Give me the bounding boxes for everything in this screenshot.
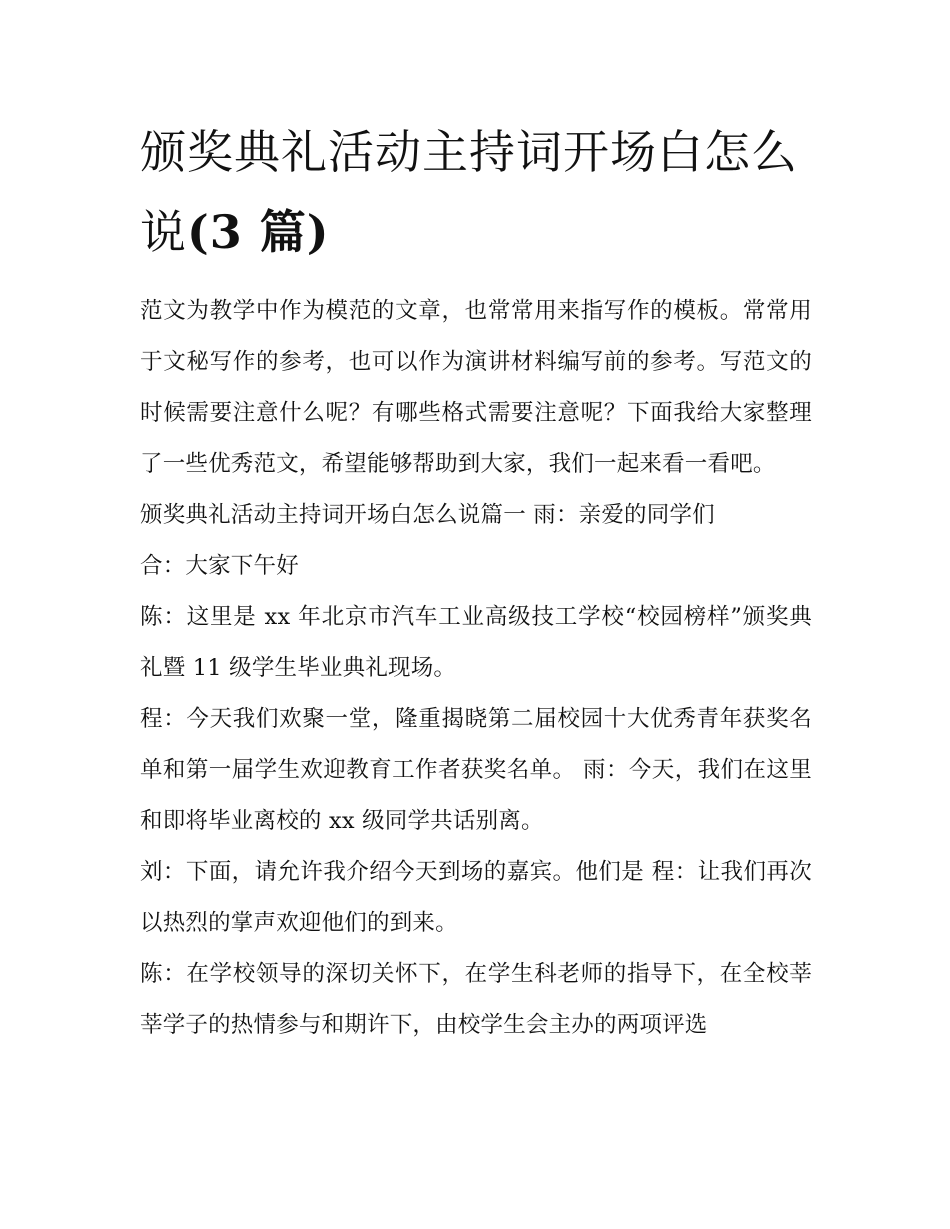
paragraph-intro: 范文为教学中作为模范的文章，也常常用来指写作的模板。常常用于文秘写作的参考，也可以作为演讲材料编写前的参考。写范文的时候需要注意什么呢？有哪些格式需要注意呢？下面我给大家整理了一些优秀范文，希望能够帮助到大家，我们一起来看一看吧。 xyxy=(140,298,812,477)
paragraph-chen-2: 陈：在学校领导的深切关怀下，在学生科老师的指导下，在全校莘莘学子的热情参与和期许下，由校学生会主办的两项评选 xyxy=(140,961,812,1038)
paragraph-chen-1: 陈：这里是 xx 年北京市汽车工业高级技工学校“校园榜样”颁奖典礼暨 11 级学生毕业典礼现场。 xyxy=(140,604,812,681)
title-count: 3 xyxy=(209,205,243,259)
paragraph-greeting: 合：大家下午好 xyxy=(140,553,299,579)
document-body xyxy=(140,286,812,1051)
title-paren-tail: 篇) xyxy=(242,205,330,259)
paragraph-cheng-1: 程：今天我们欢聚一堂，隆重揭晓第二届校园十大优秀青年获奖名单和第一届学生欢迎教育工作者获奖名单。 雨：今天，我们在这里和即将毕业离校的 xx 级同学共话别离。 xyxy=(140,706,812,834)
title-paren-open: ( xyxy=(187,205,210,259)
paragraph-section-one-heading: 颁奖典礼活动主持词开场白怎么说篇一 雨：亲爱的同学们 xyxy=(140,502,715,528)
document-title xyxy=(140,112,812,272)
paragraph-liu-1: 刘：下面，请允许我介绍今天到场的嘉宾。他们是 程：让我们再次以热烈的掌声欢迎他们的到来。 xyxy=(140,859,812,936)
title-main-text: 颁奖典礼活动主持词开场白怎么说 xyxy=(140,125,798,259)
